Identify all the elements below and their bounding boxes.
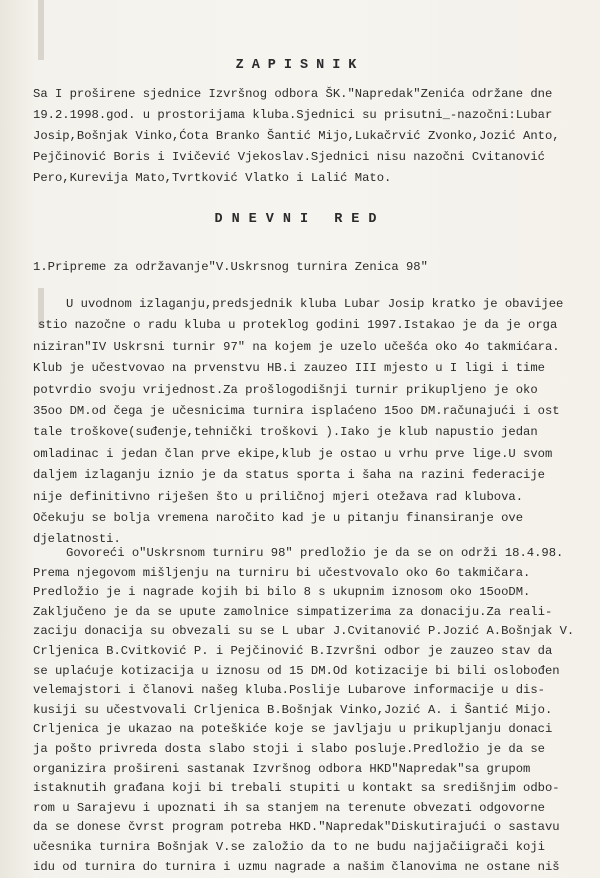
paragraph-line: daljem izlaganju iznio je da status sporta i šaha na razini federacije bbox=[33, 468, 545, 482]
paragraph-line: Očekuju se bolja vremena naročito kad je u pitanju finansiranje ove bbox=[33, 511, 524, 525]
margin-mark bbox=[38, 0, 44, 60]
paragraph-line: omladinac i jedan član prve ekipe,klub je ostao u vrhu prve lige.U svom bbox=[33, 447, 553, 461]
paragraph-line: nije definitivno riješen što u priličnoj mjeri otežava rad klubova. bbox=[33, 490, 524, 504]
intro-line: Pero,Kurevija Mato,Tvrtković Vlatko i Lalić Mato. bbox=[33, 171, 392, 185]
paragraph-line: se uplaćuje kotizacija u iznosu od 15 DM.Od kotizacije bi bili oslobođen bbox=[33, 664, 560, 678]
paragraph-line: Crljenica B.Cvitković P. i Pejčinović B.Izvršni odbor je zauzeo stav da bbox=[33, 644, 553, 658]
paragraph-line: organizira prošireni sastanak Izvršnog odbora HKD"Napredak"sa grupom bbox=[33, 762, 531, 776]
paragraph-line: učesnika turnira Bošnjak V.se založio da to ne budu najjačiigrači koji bbox=[33, 840, 545, 854]
paragraph-line: Zaključeno je da se upute zamolnice simpatizerima za donaciju.Za reali- bbox=[33, 605, 553, 619]
intro-line: Pejčinović Boris i Ivičević Vjekoslav.Sjednici nisu nazočni Cvitanović bbox=[33, 150, 545, 164]
paragraph-line: da se donese čvrst program potreba HKD."Napredak"Diskutirajući o sastavu bbox=[33, 820, 560, 834]
paragraph-line: potvrdio svoju vrijednost.Za prošlogodišnji turnir prikupljeno je oko bbox=[33, 383, 538, 397]
paragraph-line: idu od turnira do turnira i uzmu nagrade a našim članovima ne ostane niš bbox=[33, 860, 560, 874]
paragraph-line: tale troškove(suđenje,tehnički troškovi ).Iako je klub napustio jedan bbox=[33, 425, 538, 439]
paragraph-line: ja pošto privreda dosta slabo stoji i slabo posluje.Predložio je da se bbox=[33, 742, 545, 756]
paragraph-line: niziran"IV Uskrsni turnir 97" na kojem je uzelo učešća oko 4o takmićara. bbox=[33, 340, 560, 354]
paragraph-line: kusiji su učestvovali Crljenica B.Bošnjak Vinko,Jozić A. i Šantić Mijo. bbox=[33, 703, 553, 717]
agenda-item: 1.Pripreme za održavanje"V.Uskrsnog turnira Zenica 98" bbox=[33, 260, 428, 274]
paragraph-line: U uvodnom izlaganju,predsjednik kluba Lubar Josip kratko je obavijee bbox=[66, 297, 564, 311]
paragraph-line: Klub je učestvovao na prvenstvu HB.i zauzeo III mjesto u I ligi i time bbox=[33, 361, 545, 375]
paragraph-line: Predložio je i nagrade kojih bi bilo 8 s ukupnim iznosom oko 15ooDM. bbox=[33, 585, 531, 599]
paragraph-line: Govoreći o"Uskrsnom turniru 98" predložio je da se on održi 18.4.98. bbox=[66, 546, 564, 560]
paragraph-line: velemajstori i članovi našeg kluba.Poslije Lubarove informacije u dis- bbox=[33, 683, 545, 697]
paragraph-line: Prema njegovom mišljenju na turniru bi učestvovalo oko 6o takmičara. bbox=[33, 566, 531, 580]
intro-line: 19.2.1998.god. u prostorijama kluba.Sjednici su prisutni_-nazočni:Lubar bbox=[33, 108, 553, 122]
document-title: ZAPISNIK bbox=[235, 58, 365, 73]
paragraph-line: djelatnosti. bbox=[33, 532, 121, 546]
paragraph-line: 35oo DM.od čega je učesnicima turnira isplaćeno 15oo DM.računajući i ost bbox=[33, 404, 560, 418]
paragraph-line: rom u Sarajevu i upoznati ih sa stanjem na terenute obvezati odgovorne bbox=[33, 801, 545, 815]
paragraph-line: istaknutih građana koji bi trebali stupiti u kontakt sa središnjim odbo- bbox=[33, 781, 560, 795]
paragraph-line: Crljenica je ukazao na poteškiće koje se javljaju u prikupljanju donaci bbox=[33, 722, 553, 736]
agenda-heading: DNEVNI RED bbox=[214, 212, 386, 227]
paragraph-line: zaciju donacija su obvezali su se L ubar J.Cvitanović P.Jozić A.Bošnjak V. bbox=[33, 624, 575, 638]
intro-line: Sa I proširene sjednice Izvršnog odbora ŠK."Napredak"Zenića održane dne bbox=[33, 87, 553, 101]
paragraph-line: stio nazočne o radu kluba u proteklog godini 1997.Istakao je da je orga bbox=[38, 318, 558, 332]
intro-line: Josip,Bošnjak Vinko,Ćota Branko Šantić Mijo,Lukačrvić Zvonko,Jozić Anto, bbox=[33, 129, 560, 143]
